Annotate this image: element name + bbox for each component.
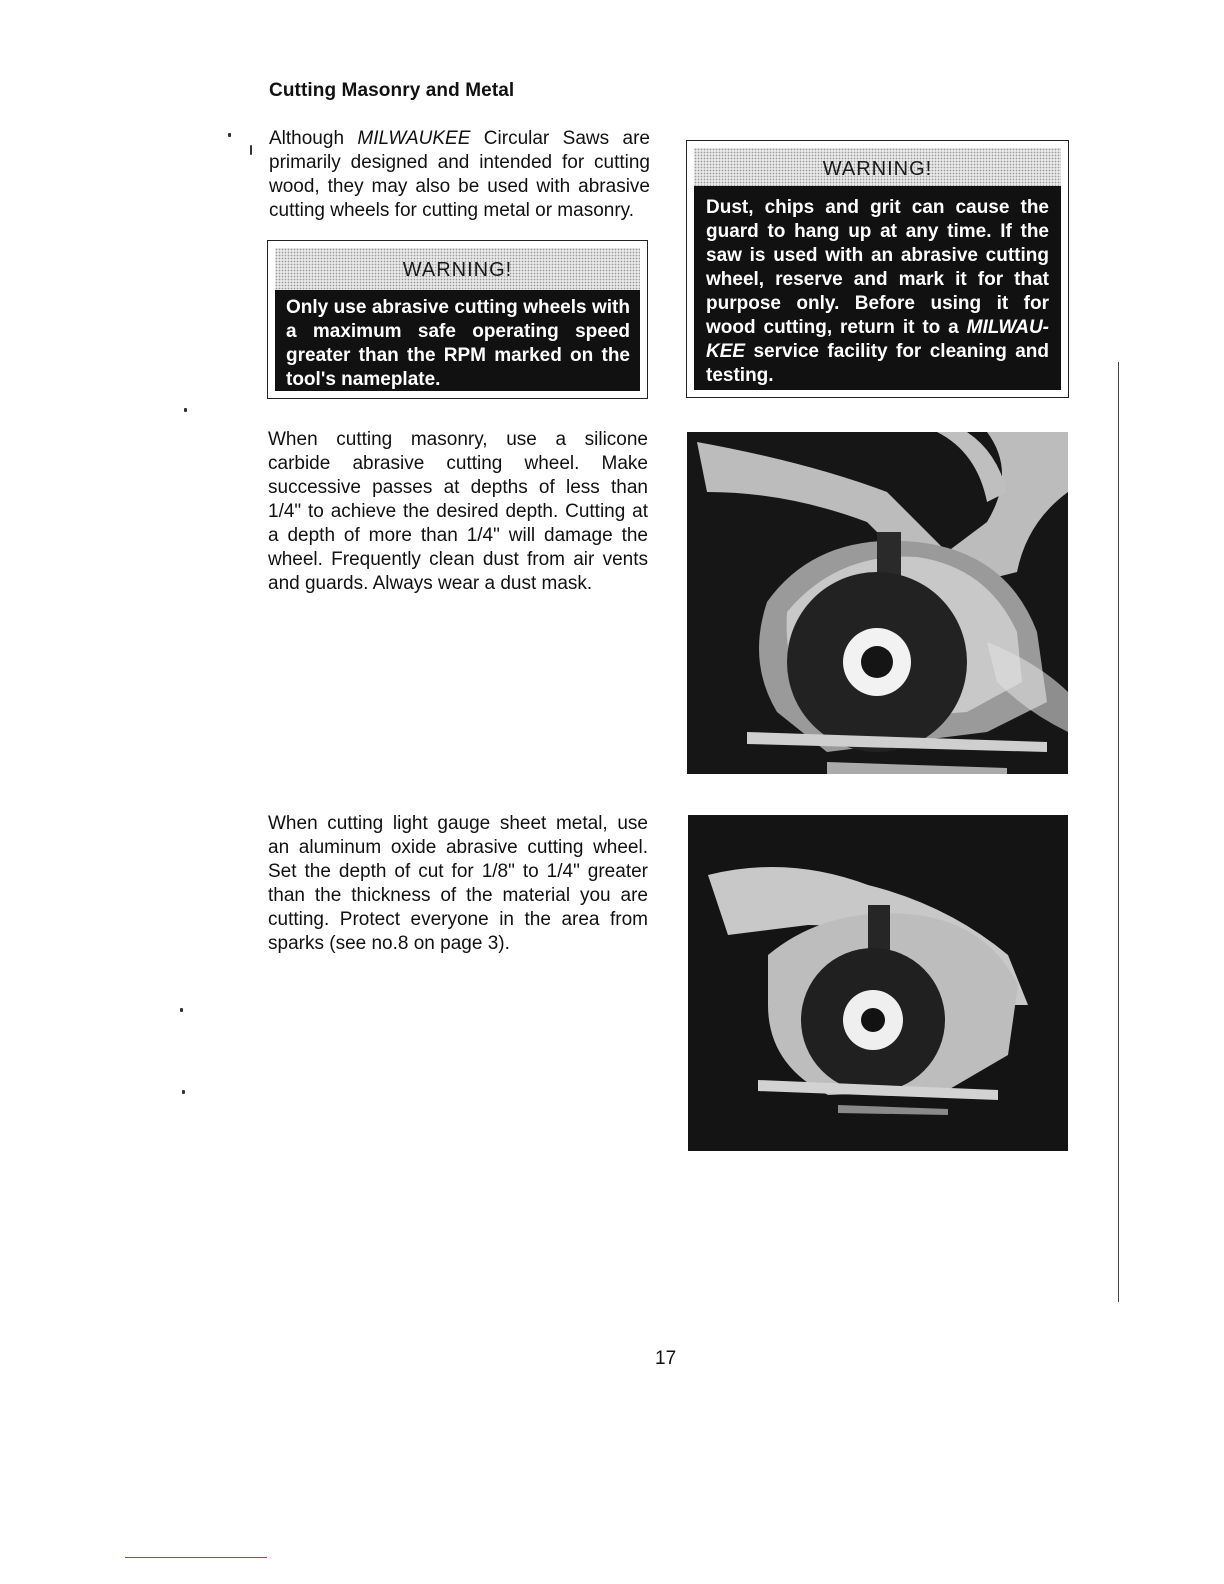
intro-paragraph	[269, 127, 650, 223]
margin-rule	[1118, 362, 1119, 1302]
metal-cutting-photo	[688, 815, 1068, 1151]
warning-panel	[694, 148, 1061, 390]
warning-box-dust	[686, 140, 1069, 398]
scan-speck	[184, 408, 187, 412]
scan-speck	[228, 133, 231, 137]
footnote-rule	[125, 1557, 267, 1558]
masonry-paragraph: When cutting masonry, use a silicone carbide abrasive cutting wheel. Make successive passes at depths of less than 1/4" to achieve the desired depth. Cutting at a depth of more than 1/4" will damage the wheel. Frequently clean dust from air vents and guards. Always wear a dust mask.	[268, 429, 648, 594]
warning-brand: MILWAU-KEE	[706, 317, 1049, 362]
saw-illustration	[688, 815, 1068, 1151]
intro-post: Circular Saws are primarily designed and intended for cutting wood, they may also be used with abrasive cutting wheels for cutting metal or masonry.	[269, 128, 650, 221]
page-number: 17	[655, 1348, 677, 1369]
warning-panel	[275, 248, 640, 391]
warning-text-post: service facility for cleaning and testing.	[706, 341, 1049, 386]
warning-box-rpm	[267, 240, 648, 399]
scan-speck	[250, 145, 252, 155]
saw-illustration	[687, 432, 1068, 774]
scan-speck	[182, 1090, 185, 1094]
metal-paragraph: When cutting light gauge sheet metal, use an aluminum oxide abrasive cutting wheel. Set the depth of cut for 1/8" to 1/4" greater than the thickness of the material you are cutting. Protect everyone in the area from sparks (see no.8 on page 3).	[268, 813, 648, 954]
intro-pre: Although	[269, 128, 358, 149]
section-title: Cutting Masonry and Metal	[269, 80, 515, 101]
warning-heading: WARNING!	[275, 248, 640, 290]
scan-speck	[180, 1008, 183, 1012]
warning-heading: WARNING!	[694, 148, 1061, 186]
warning-text: Only use abrasive cutting wheels with a maximum safe operating speed greater than the RPM marked on the tool's nameplate.	[286, 297, 630, 390]
masonry-cutting-photo	[687, 432, 1068, 774]
intro-brand: MILWAUKEE	[357, 128, 471, 149]
warning-text-pre: Dust, chips and grit can cause the guard to hang up at any time. If the saw is used with an abrasive cutting wheel, reserve and mark it for that purpose only. Before using it for wood cutting, return it to a	[706, 197, 1049, 338]
warning-text	[694, 188, 1061, 388]
